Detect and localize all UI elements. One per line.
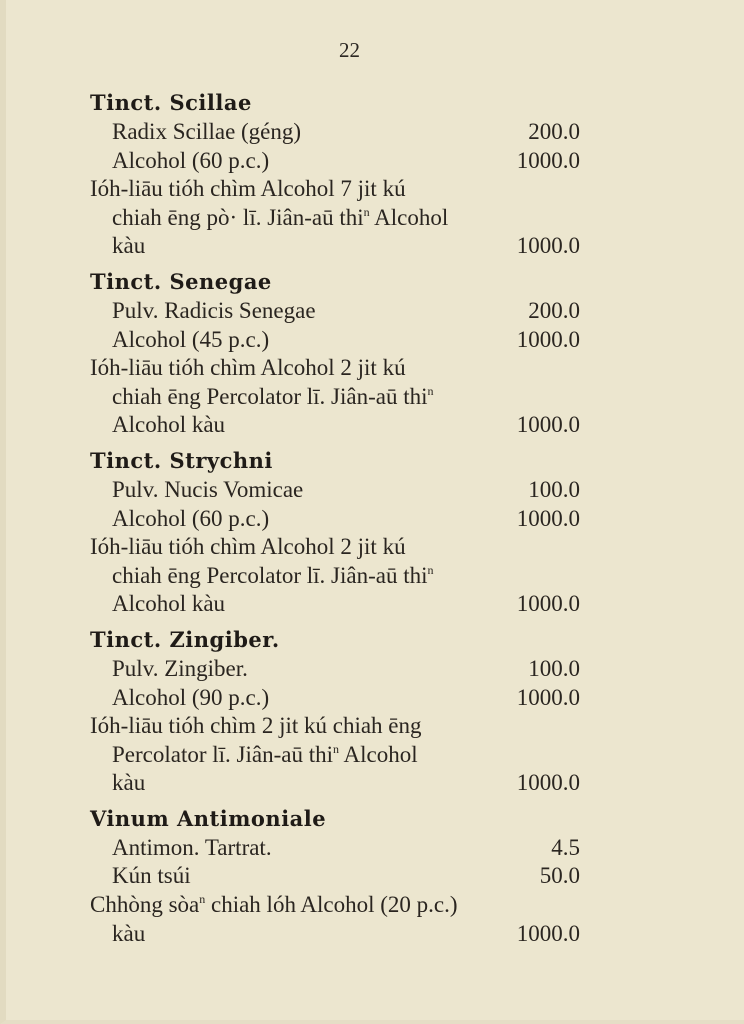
final-word: Alcohol kàu: [112, 412, 226, 438]
recipe-heading: Vinum Antimoniale: [90, 805, 327, 831]
recipe-tinct-strychni: [90, 446, 580, 619]
recipe-heading: Tinct. Zingiber.: [90, 626, 280, 652]
instruction-line: [90, 741, 580, 770]
final-word: Alcohol kàu: [112, 591, 226, 617]
ingredient-row: [90, 684, 580, 713]
superscript-n: n: [199, 892, 206, 907]
superscript-n: n: [333, 741, 339, 756]
instruction-line: Ióh-liāu tióh chìm Alcohol 7 jit kú: [90, 176, 406, 202]
instruction-segment: chiah lóh Alcohol (20 p.c.): [205, 892, 458, 918]
instruction-line: [90, 891, 580, 920]
ingredient-amount: 1000.0: [516, 684, 580, 710]
recipe-heading: Tinct. Senegae: [90, 268, 272, 294]
final-amount: 1000.0: [516, 920, 580, 946]
instruction-segment: chiah ēng Percolator lī. Jiân-aū thi: [112, 562, 428, 588]
final-amount-row: [90, 920, 580, 949]
ingredient-amount: 1000.0: [516, 505, 580, 531]
recipe-tinct-zingiber: [90, 625, 580, 798]
final-amount-row: [90, 769, 580, 798]
ingredient-amount: 100.0: [528, 655, 580, 681]
instruction-line: Ióh-liāu tióh chìm Alcohol 2 jit kú: [90, 534, 406, 560]
final-amount: 1000.0: [516, 412, 580, 438]
ingredient-row: [90, 655, 580, 684]
ingredient-name: Pulv. Zingiber.: [112, 655, 248, 681]
ingredient-row: [90, 862, 580, 891]
final-word: kàu: [112, 770, 146, 796]
recipe-vinum-antimoniale: [90, 804, 580, 948]
final-amount-row: [90, 411, 580, 440]
recipe-heading: Tinct. Strychni: [90, 447, 273, 473]
ingredient-name: Alcohol (60 p.c.): [112, 147, 270, 173]
final-word: kàu: [112, 233, 146, 259]
recipe-tinct-scillae: [90, 88, 580, 261]
ingredient-row: [90, 147, 580, 176]
instruction-line: [90, 383, 580, 412]
final-amount: 1000.0: [516, 233, 580, 259]
ingredient-amount: 1000.0: [516, 147, 580, 173]
superscript-n: n: [363, 204, 370, 219]
ingredient-row: [90, 326, 580, 355]
instruction-line: Ióh-liāu tióh chìm 2 jit kú chiah ēng: [90, 713, 422, 739]
superscript-n: n: [427, 383, 434, 398]
ingredient-amount: 200.0: [528, 297, 580, 323]
instruction-text: [90, 533, 580, 590]
instruction-text: [90, 712, 580, 769]
recipe-tinct-senegae: [90, 267, 580, 440]
final-amount: 1000.0: [516, 591, 580, 617]
ingredient-name: Alcohol (45 p.c.): [112, 326, 270, 352]
final-word: kàu: [112, 920, 146, 946]
page-number: 22: [339, 38, 360, 62]
instruction-segment: Alcohol: [339, 741, 418, 767]
instruction-text: [90, 891, 580, 920]
final-amount-row: [90, 590, 580, 619]
ingredient-row: [90, 505, 580, 534]
ingredient-name: Kún tsúi: [112, 863, 191, 889]
ingredient-name: Alcohol (90 p.c.): [112, 684, 270, 710]
ingredient-name: Radix Scillae (géng): [112, 119, 302, 144]
instruction-text: [90, 354, 580, 411]
instruction-line: [90, 562, 580, 591]
ingredient-amount: 50.0: [539, 863, 580, 889]
superscript-n: n: [427, 562, 434, 577]
instruction-segment: Chhòng sòa: [90, 892, 200, 918]
instruction-line: Ióh-liāu tióh chìm Alcohol 2 jit kú: [90, 355, 406, 381]
ingredient-row: [90, 476, 580, 505]
ingredient-name: Pulv. Nucis Vomicae: [112, 476, 304, 502]
ingredient-amount: 4.5: [551, 834, 580, 860]
ingredient-name: Pulv. Radicis Senegae: [112, 297, 316, 323]
ingredient-row: [90, 297, 580, 326]
ingredient-amount: 100.0: [528, 476, 580, 502]
ingredient-name: Alcohol (60 p.c.): [112, 505, 270, 531]
instruction-segment: Alcohol: [369, 204, 449, 230]
instruction-segment: chiah ēng Percolator lī. Jiân-aū thi: [112, 383, 428, 409]
recipe-heading: Tinct. Scillae: [90, 90, 252, 115]
ingredient-name: Antimon. Tartrat.: [112, 834, 272, 860]
ingredient-amount: 200.0: [528, 119, 580, 144]
instruction-segment: chiah ēng pò· lī. Jiân-aū thi: [112, 204, 364, 230]
ingredient-row: [90, 118, 580, 147]
ingredient-amount: 1000.0: [516, 326, 580, 352]
instruction-line: [90, 204, 580, 233]
recipe-list: [90, 88, 580, 954]
instruction-segment: Percolator lī. Jiân-aū thi: [112, 741, 333, 767]
final-amount-row: [90, 232, 580, 261]
instruction-text: [90, 175, 580, 232]
final-amount: 1000.0: [516, 770, 580, 796]
ingredient-row: [90, 834, 580, 863]
